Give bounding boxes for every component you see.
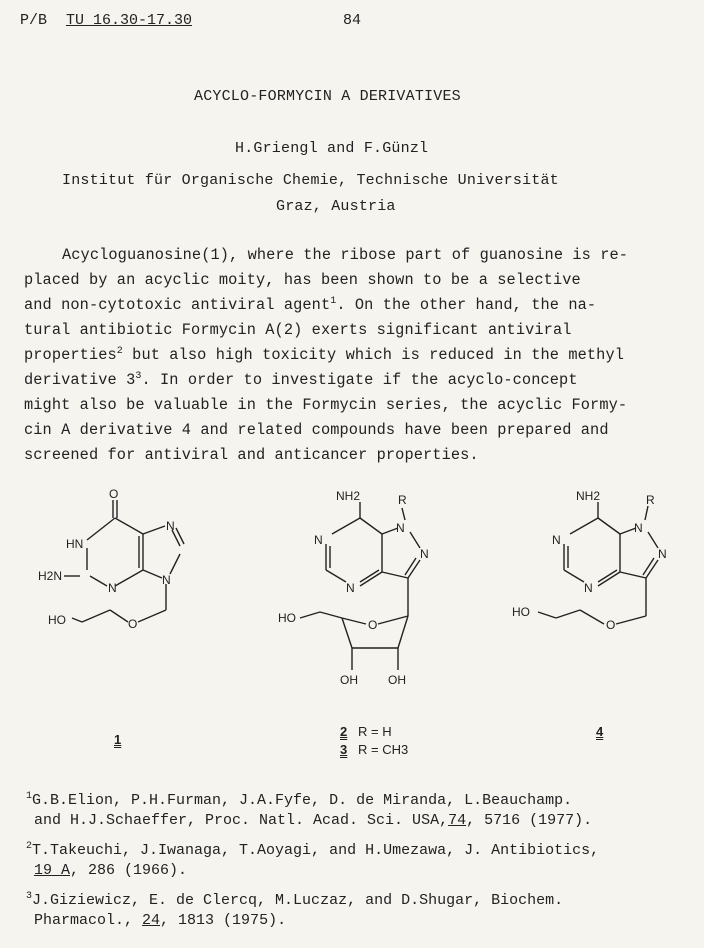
abstract-line: and non-cytotoxic antiviral agent$^1$. On the other hand, the na-	[24, 295, 597, 314]
compound-label-1: 1	[114, 732, 122, 747]
footnote-line: Pharmacol., 24, 1813 (1975).	[34, 912, 287, 929]
authors: H.Griengl and F.Günzl	[235, 140, 429, 157]
atom-label: HO	[512, 605, 530, 619]
paper-title: ACYCLO-FORMYCIN A DERIVATIVES	[194, 88, 461, 105]
atom-label: N	[584, 581, 593, 595]
atom-label: O	[606, 618, 616, 632]
atom-label: N	[634, 521, 643, 535]
compound-label-2: 2	[340, 724, 348, 739]
footnote-line: 19 A, 286 (1966).	[34, 862, 188, 879]
footnote-line: $^3$J.Giziewicz, E. de Clercq, M.Luczaz, and D.Shugar, Biochem.	[26, 891, 564, 909]
page-number: 84	[343, 12, 362, 29]
footnote-line: $^2$T.Takeuchi, J.Iwanaga, T.Aoyagi, and H.Umezawa, J. Antibiotics,	[26, 841, 600, 859]
compound-2-substituent: R = H	[358, 724, 392, 739]
atom-label: HO	[48, 613, 66, 627]
compound-label-3: 3	[340, 742, 348, 757]
abstract-line: tural antibiotic Formycin A(2) exerts significant antiviral	[24, 321, 572, 339]
atom-label: N	[420, 547, 429, 561]
atom-label: NH2	[576, 489, 601, 503]
session-code: P/B	[20, 12, 48, 29]
atom-label: N	[108, 581, 117, 595]
atom-label: N	[552, 533, 561, 547]
atom-label: N	[166, 519, 175, 533]
structure-2-formycin-a	[270, 488, 450, 698]
atom-label: NH2	[336, 489, 361, 503]
footnote-line: $^1$G.B.Elion, P.H.Furman, J.A.Fyfe, D. de Miranda, L.Beauchamp.	[26, 791, 573, 809]
affiliation-city: Graz, Austria	[276, 198, 396, 215]
atom-label: R	[646, 493, 655, 507]
atom-label: N	[162, 573, 171, 587]
atom-label: OH	[388, 673, 406, 687]
compound-label-4: 4	[596, 724, 604, 739]
structure-1-acycloguanosine	[30, 488, 220, 658]
atom-label: O	[128, 617, 138, 631]
abstract-line: cin A derivative 4 and related compounds have been prepared and	[24, 421, 609, 439]
atom-label: O	[368, 618, 378, 632]
atom-label: OH	[340, 673, 358, 687]
abstract-line: properties$^2$ but also high toxicity which is reduced in the methyl	[24, 345, 625, 364]
abstract-line: might also be valuable in the Formycin series, the acyclic Formy-	[24, 396, 628, 414]
abstract-line: screened for antiviral and anticancer properties.	[24, 446, 479, 464]
structure-4-acyclo-formycin	[508, 488, 688, 638]
atom-label: HO	[278, 611, 296, 625]
atom-label: R	[398, 493, 407, 507]
atom-label: N	[314, 533, 323, 547]
atom-label: O	[109, 488, 119, 501]
atom-label: N	[346, 581, 355, 595]
atom-label: H2N	[38, 569, 63, 583]
footnote-line: and H.J.Schaeffer, Proc. Natl. Acad. Sci. USA,74, 5716 (1977).	[34, 812, 593, 829]
abstract-line: placed by an acyclic moity, has been shown to be a selective	[24, 271, 581, 289]
atom-label: N	[658, 547, 667, 561]
abstract-line: Acycloguanosine(1), where the ribose part of guanosine is re-	[62, 246, 629, 264]
atom-label: HN	[66, 537, 84, 551]
compound-3-substituent: R = CH3	[358, 742, 409, 757]
atom-label: N	[396, 521, 405, 535]
session-time: TU 16.30-17.30	[66, 12, 193, 29]
abstract-line: derivative $3^3$. In order to investigate if the acyclo-concept	[24, 370, 578, 389]
affiliation-institute: Institut für Organische Chemie, Technische Universität	[62, 172, 559, 189]
